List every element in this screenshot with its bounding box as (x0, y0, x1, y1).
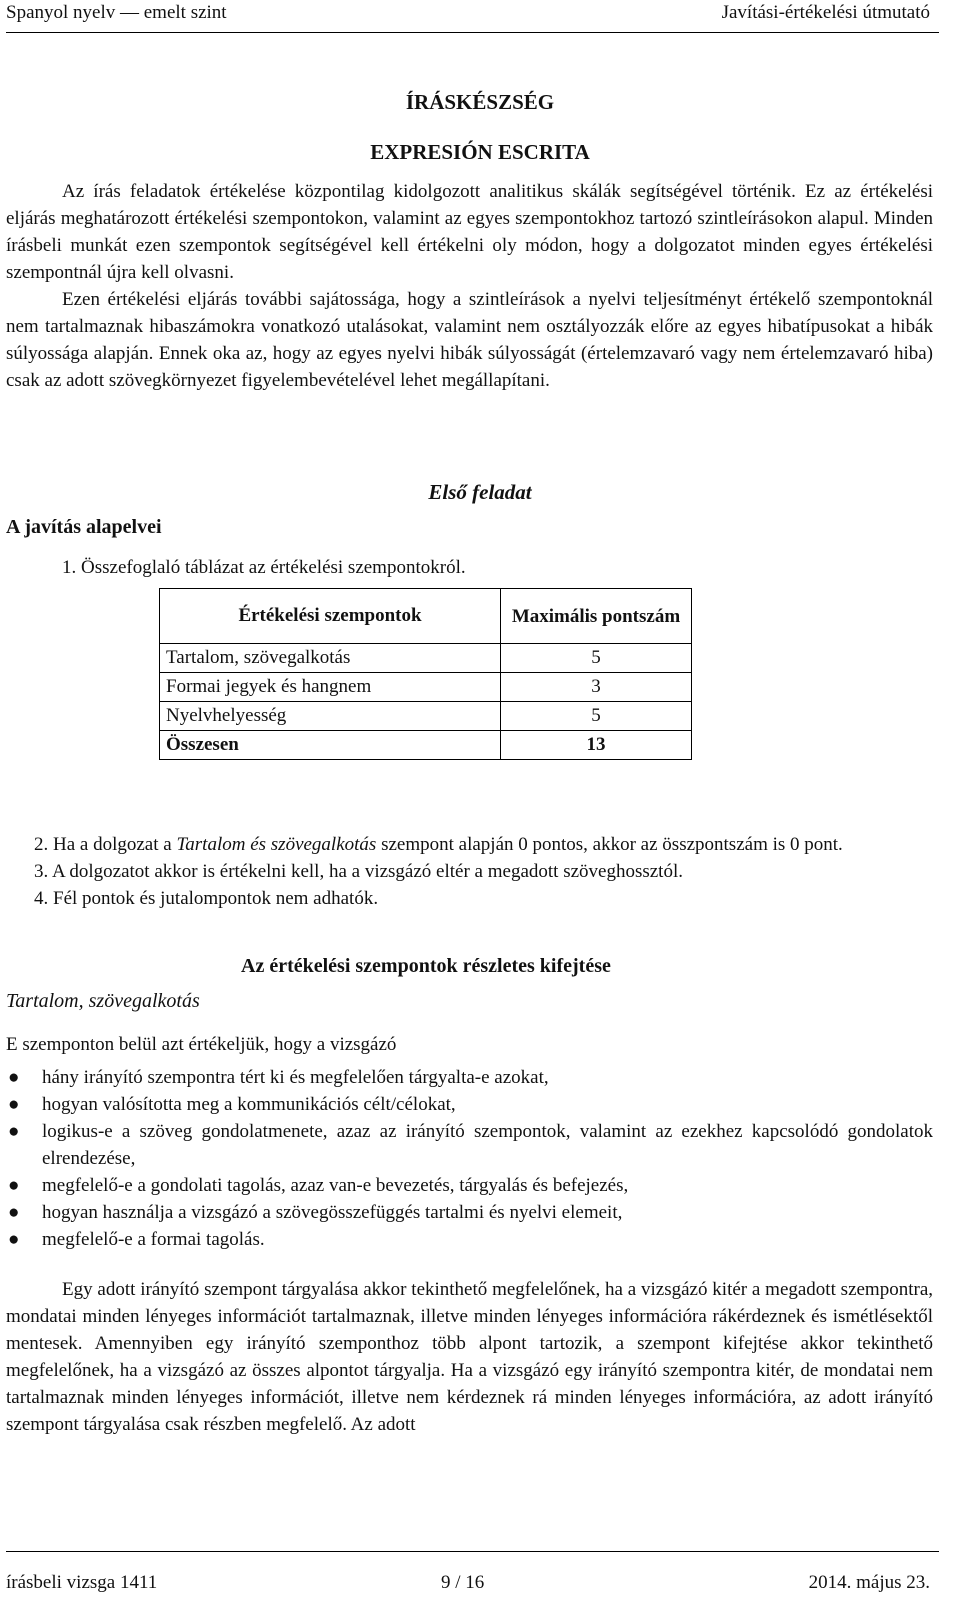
table-total-row (160, 731, 692, 760)
page-number: 9 / 16 (441, 1572, 485, 1593)
footer-left: írásbeli vizsga 1411 (6, 1572, 158, 1593)
criteria-bullets (6, 1064, 933, 1253)
rule-3: 3. A dolgozatot akkor is értékelni kell, ha a vizsgázó eltér a megadott szöveghossztól. (34, 861, 683, 882)
list-item-text: megfelelő-e a gondolati tagolás, azaz van-e bevezetés, tárgyalás és befejezés, (42, 1175, 629, 1196)
row-value: 3 (501, 673, 692, 702)
section-title-main: ÍRÁSKÉSZSÉG (405, 90, 555, 114)
list-item: ● megfelelő-e a gondolati tagolás, azaz van-e bevezetés, tárgyalás és befejezés, (8, 1175, 629, 1196)
footer-right: 2014. május 23. (808, 1572, 930, 1593)
table-row (160, 673, 692, 702)
lead-text: E szemponton belül azt értékeljük, hogy a vizsgázó (6, 1034, 397, 1055)
list-item-text: hogyan használja a vizsgázó a szövegösszefüggés tartalmi és nyelvi elemeit, (42, 1202, 623, 1223)
table-row (160, 702, 692, 731)
intro-paragraph-1: Az írás feladatok értékelése központilag kidolgozott analitikus skálák segítségével történik. Ez az értékelési eljárás meghatározott értékelési szempontokon, valamint az egyes szempontokhoz tartozó szintleírásokon alapul. Minden írásbeli munkát ezen szempontok segítségével kell értékelni oly módon, hogy a dolgozatot minden egyes értékelési szempontnál újra kell olvasni. (6, 181, 933, 283)
row-label: Formai jegyek és hangnem (160, 673, 501, 702)
list-item-text: hány irányító szempontra tért ki és megfelelően tárgyalta-e azokat, (42, 1067, 549, 1088)
closing-text (6, 1276, 933, 1438)
intro-text (6, 178, 933, 394)
list-item-text: hogyan valósította meg a kommunikációs célt/célokat, (42, 1094, 456, 1115)
total-value: 13 (501, 731, 692, 760)
header-max-points: Maximális pontszám (501, 589, 692, 644)
total-label: Összesen (160, 731, 501, 760)
section-title-sub: EXPRESIÓN ESCRITA (370, 140, 590, 164)
rule-2 (6, 831, 933, 858)
list-item-text: logikus-e a szöveg gondolatmenete, azaz az irányító szempontok, valamint az ezekhez kapcsolódó gondolatok elrendezése, (42, 1121, 933, 1169)
rules-list (6, 831, 933, 912)
rule-4: 4. Fél pontok és jutalompontok nem adhatók. (34, 888, 379, 909)
list-item: ● megfelelő-e a formai tagolás. (8, 1229, 265, 1250)
table-row (160, 644, 692, 673)
rule-2-text: 2. Ha a dolgozat a (34, 834, 177, 855)
closing-paragraph: Egy adott irányító szempont tárgyalása akkor tekinthető megfelelőnek, ha a vizsgázó kitér a megadott szempontra, mondatai minden lényeges információt tartalmaznak, illetve minden lényeges információra rákérdeznek és ismétlésektől mentesek. Amennyiben egy irányító szemponthoz több alpont tartozik, a szempont kifejtése akkor tekinthető megfelelőnek, ha a vizsgázó az összes alpontot tárgyalja. Ha a vizsgázó egy irányító szempontra kitér, de mondatai nem tartalmaznak minden lényeges információt, illetve nem kérdeznek rá minden lényeges információra, az adott irányító szempont tárgyalása csak részben megfelelő. Az adott (6, 1279, 933, 1435)
header-left: Spanyol nyelv — emelt szint (6, 2, 227, 23)
principles-heading: A javítás alapelvei (6, 516, 162, 538)
row-label: Tartalom, szövegalkotás (160, 644, 501, 673)
header-rule (6, 32, 939, 33)
rule-2-text-end: szempont alapján 0 pontos, akkor az összpontszám is 0 pont. (376, 834, 843, 855)
row-value: 5 (501, 644, 692, 673)
rule-2-italic: Tartalom és szövegalkotás (176, 834, 377, 855)
subsection-title: Tartalom, szövegalkotás (6, 990, 200, 1012)
header-right: Javítási-értékelési útmutató (721, 2, 930, 23)
intro-paragraph-2: Ezen értékelési eljárás további sajátossága, hogy a szintleírások a nyelvi teljesítményt értékelő szempontoknál nem tartalmaznak hibaszámokra vonatkozó utalásokat, valamint nem osztályozzák előre az egyes hibatípusokat a hibák súlyossága alapján. Ennek oka az, hogy az egyes nyelvi hibák súlyosságát (értelemzavaró vagy nem értelemzavaró hiba) csak az adott szövegkörnyezet figyelembevételével lehet megállapítani. (6, 289, 933, 391)
footer-rule (6, 1551, 939, 1552)
details-heading: Az értékelési szempontok részletes kifejtése (241, 955, 611, 977)
list-item: ● hány irányító szempontra tért ki és megfelelően tárgyalta-e azokat, (8, 1067, 549, 1088)
list-item: ● hogyan valósította meg a kommunikációs célt/célokat, (8, 1094, 456, 1115)
list-item: ● hogyan használja a vizsgázó a szövegösszefüggés tartalmi és nyelvi elemeit, (8, 1202, 623, 1223)
header-criteria: Értékelési szempontok (160, 589, 501, 644)
criteria-table (159, 588, 692, 760)
row-label: Nyelvhelyesség (160, 702, 501, 731)
list-item-text: megfelelő-e a formai tagolás. (42, 1229, 265, 1250)
list-item: ● logikus-e a szöveg gondolatmenete, azaz az irányító szempontok, valamint az ezekhez kapcsolódó gondolatok elrendezése, (8, 1121, 933, 1169)
row-value: 5 (501, 702, 692, 731)
table-caption: 1. Összefoglaló táblázat az értékelési szempontokról. (62, 557, 466, 578)
task-title: Első feladat (428, 480, 532, 504)
table-header-row (160, 589, 692, 644)
